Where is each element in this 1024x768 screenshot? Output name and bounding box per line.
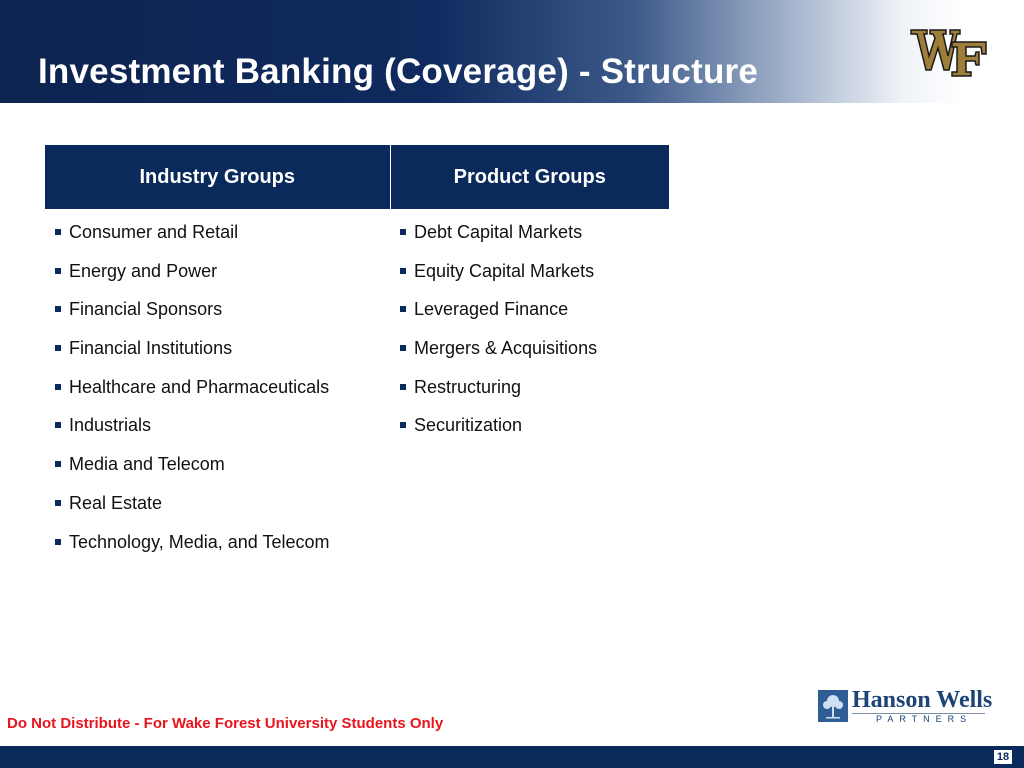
list-item [400,261,669,300]
list-item [400,222,669,261]
list-item [400,415,669,454]
bullet-icon [400,306,406,312]
list-item-label: Financial Sponsors [69,299,223,320]
list-item-label: Financial Institutions [69,338,233,359]
list-item [55,377,390,416]
list-item [55,532,390,571]
bullet-icon [55,229,61,235]
bullet-icon [55,384,61,390]
bullet-icon [55,500,61,506]
hanson-wells-logo [818,687,993,724]
groups-table [45,145,669,570]
industry-groups-list [55,222,390,570]
company-subtitle: PARTNERS [876,714,973,724]
header-industry-groups: Industry Groups [45,145,390,209]
bullet-icon [400,384,406,390]
list-item-label: Industrials [69,415,152,436]
list-item [55,338,390,377]
list-item [55,299,390,338]
bullet-icon [55,306,61,312]
list-item-label: Consumer and Retail [69,222,239,242]
footer-band [0,746,1024,768]
list-item [55,493,390,532]
list-item-label: Equity Capital Markets [414,260,595,281]
list-item-label: Mergers & Acquisitions [414,338,598,359]
wake-forest-logo [908,24,988,82]
list-item [400,299,669,338]
bullet-icon [400,229,406,235]
list-item-label: Leveraged Finance [414,299,569,320]
list-item [400,377,669,416]
list-item [55,415,390,454]
list-item-label: Real Estate [69,492,163,513]
list-item [55,222,390,261]
list-item-label: Energy and Power [69,260,218,281]
bullet-icon [400,345,406,351]
bullet-icon [55,345,61,351]
disclaimer-text: Do Not Distribute - For Wake Forest University Students Only [7,715,444,732]
list-item [55,261,390,300]
tree-icon [818,690,848,722]
list-item-label: Debt Capital Markets [414,222,583,242]
bullet-icon [55,268,61,274]
slide-title: Investment Banking (Coverage) - Structure [38,52,759,91]
list-item [400,338,669,377]
product-groups-cell [390,209,669,570]
list-item-label: Healthcare and Pharmaceuticals [69,376,330,397]
list-item-label: Restructuring [414,376,522,397]
page-number: 18 [994,750,1012,764]
bullet-icon [55,422,61,428]
product-groups-list [400,222,669,454]
list-item-label: Media and Telecom [69,454,225,475]
bullet-icon [55,539,61,545]
list-item [55,454,390,493]
company-name: Hanson Wells [852,687,993,713]
bullet-icon [400,268,406,274]
industry-groups-cell [45,209,390,570]
bullet-icon [55,461,61,467]
list-item-label: Securitization [414,415,523,436]
header-product-groups: Product Groups [390,145,669,209]
list-item-label: Technology, Media, and Telecom [69,531,330,552]
bullet-icon [400,422,406,428]
